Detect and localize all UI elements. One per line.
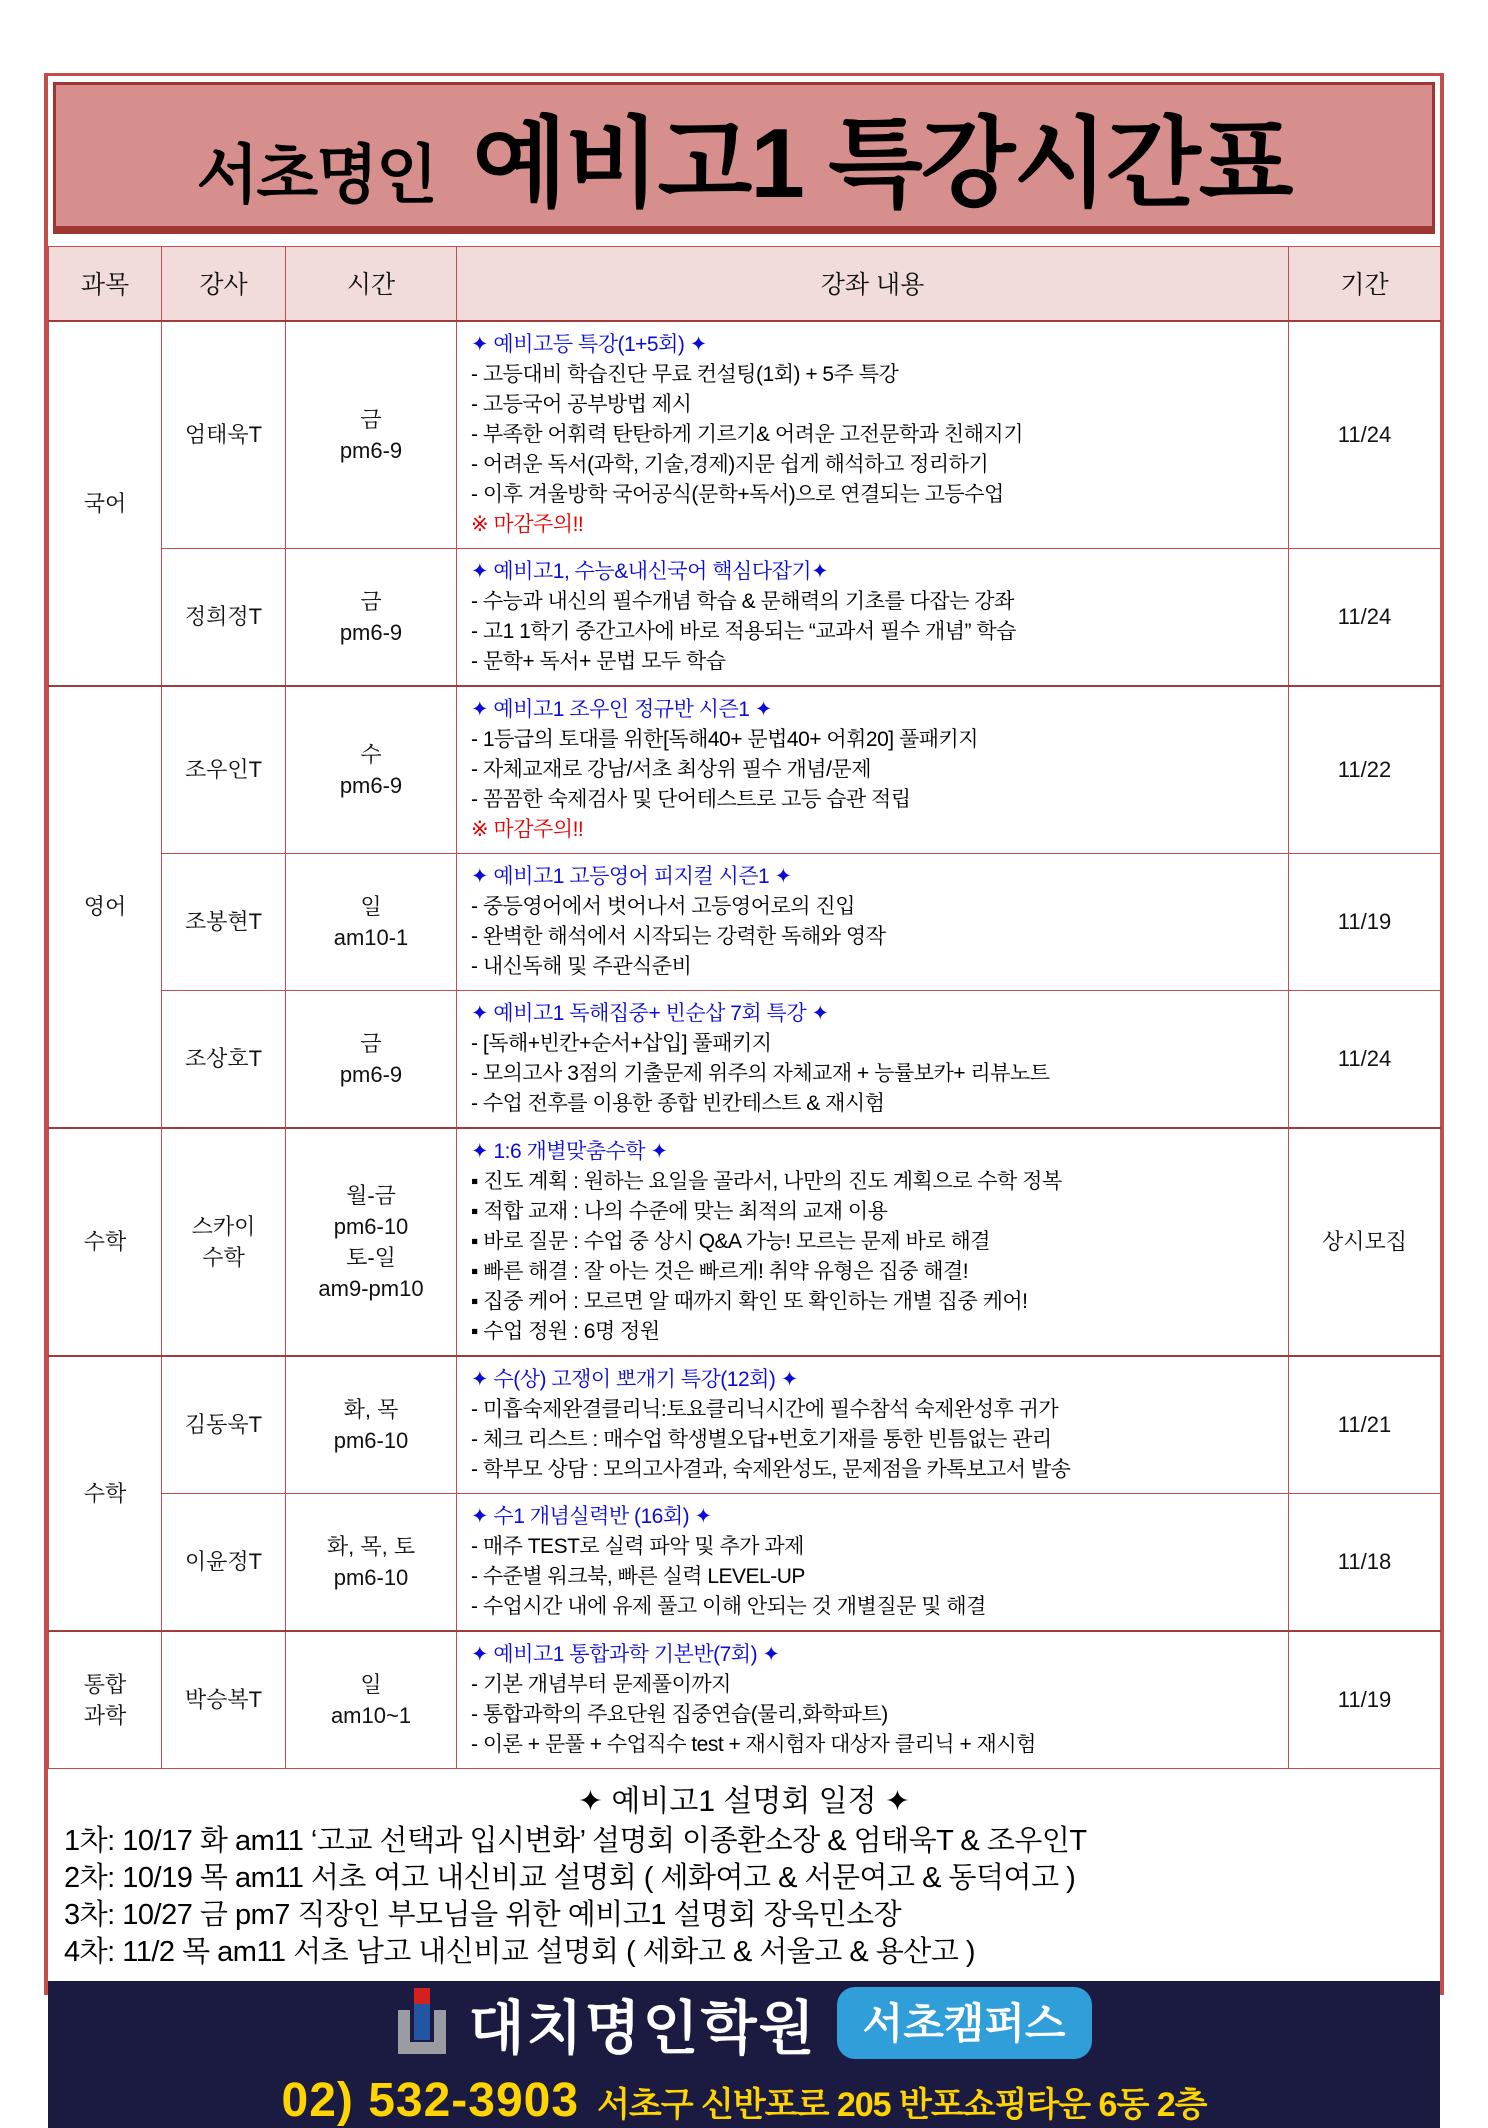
course-detail-line: - 내신독해 및 주관식준비 bbox=[471, 954, 692, 978]
period-cell: 상시모집 bbox=[1289, 1128, 1441, 1356]
teacher-cell: 스카이 수학 bbox=[162, 1128, 286, 1356]
logo-blue-bar bbox=[414, 2004, 430, 2040]
course-detail-line: - 미흡숙제완결클리닉:토요클리닉시간에 필수참석 숙제완성후 귀가 bbox=[471, 1397, 1059, 1421]
course-title-line: ✦ 수1 개념실력반 (16회) ✦ bbox=[471, 1504, 712, 1528]
subject-cell bbox=[49, 686, 162, 1128]
course-detail-line: ▪ 진도 계획 : 원하는 요일을 골라서, 나만의 진도 계획으로 수학 정복 bbox=[471, 1169, 1062, 1193]
content-cell bbox=[457, 321, 1289, 549]
phone-number: 02) 532-3903 bbox=[281, 2073, 580, 2127]
course-title-line: ✦ 1:6 개별맞춤수학 ✦ bbox=[471, 1139, 668, 1163]
course-detail-line: - 완벽한 해석에서 시작되는 강력한 독해와 영작 bbox=[471, 924, 886, 948]
time-cell: 수 pm6-9 bbox=[286, 686, 457, 854]
seminar-item: 3차: 10/27 금 pm7 직장인 부모님을 위한 예비고1 설명회 장욱민소장 bbox=[64, 1898, 902, 1931]
course-detail-line: - 기본 개념부터 문제풀이까지 bbox=[471, 1672, 731, 1696]
course-title-line: ✦ 예비고1, 수능&내신국어 핵심다잡기✦ bbox=[471, 559, 829, 583]
course-title-line: ✦ 예비고등 특강(1+5회) ✦ bbox=[471, 332, 707, 356]
content-cell bbox=[457, 548, 1289, 686]
timetable bbox=[48, 246, 1441, 1769]
course-title-line: ✦ 예비고1 독해집중+ 빈순삽 7회 특강 ✦ bbox=[471, 1001, 829, 1025]
deadline-warning: ※ 마감주의!! bbox=[471, 512, 584, 536]
seminar-schedule bbox=[48, 1769, 1440, 1981]
campus-badge: 서초캠퍼스 bbox=[837, 1987, 1092, 2059]
course-detail-line: - 수능과 내신의 필수개념 학습 & 문해력의 기초를 다잡는 강좌 bbox=[471, 589, 1014, 613]
address: 서초구 신반포로 205 반포쇼핑타운 6동 2층 bbox=[597, 2085, 1207, 2124]
table-row bbox=[49, 1493, 1441, 1631]
time-cell: 금 pm6-9 bbox=[286, 548, 457, 686]
academy-name: 대치명인학원 bbox=[468, 1995, 817, 2061]
course-detail-line: - 어려운 독서(과학, 기술,경제)지문 쉽게 해석하고 정리하기 bbox=[471, 452, 989, 476]
seminar-item: 2차: 10/19 목 am11 서초 여고 내신비교 설명회 ( 세화여고 & 서문여고 & 동덕여고 ) bbox=[64, 1861, 1076, 1894]
academy-logo bbox=[396, 1992, 448, 2054]
course-detail-line: - 수업 전후를 이용한 종합 빈칸테스트 & 재시험 bbox=[471, 1091, 885, 1115]
period-cell: 11/24 bbox=[1289, 321, 1441, 549]
subject-cell bbox=[49, 1631, 162, 1769]
course-detail-line: - 문학+ 독서+ 문법 모두 학습 bbox=[471, 649, 726, 673]
teacher-cell: 이윤정T bbox=[162, 1493, 286, 1631]
subject-cell bbox=[49, 1128, 162, 1356]
header-row bbox=[49, 247, 1441, 321]
seminar-item: 1차: 10/17 화 am11 ‘고교 선택과 입시변화’ 설명회 이종환소장 & 엄태욱T & 조우인T bbox=[64, 1824, 1087, 1857]
table-row bbox=[49, 990, 1441, 1128]
teacher-cell: 조상호T bbox=[162, 990, 286, 1128]
course-title-line: ✦ 예비고1 통합과학 기본반(7회) ✦ bbox=[471, 1642, 780, 1666]
course-detail-line: - 자체교재로 강남/서초 최상위 필수 개념/문제 bbox=[471, 757, 871, 781]
footer-brand-row bbox=[396, 1981, 1091, 2065]
content-cell bbox=[457, 990, 1289, 1128]
table-row bbox=[49, 1631, 1441, 1769]
course-title-line: ✦ 예비고1 조우인 정규반 시즌1 ✦ bbox=[471, 697, 772, 721]
course-title-line: ✦ 예비고1 고등영어 피지컬 시즌1 ✦ bbox=[471, 864, 792, 888]
course-detail-line: - 꼼꼼한 숙제검사 및 단어테스트로 고등 습관 적립 bbox=[471, 787, 911, 811]
course-detail-line: - 체크 리스트 : 매수업 학생별오답+번호기재를 통한 빈틈없는 관리 bbox=[471, 1427, 1052, 1451]
course-detail-line: ▪ 적합 교재 : 나의 수준에 맞는 최적의 교재 이용 bbox=[471, 1199, 888, 1223]
header-period: 기간 bbox=[1289, 247, 1441, 321]
content-cell bbox=[457, 686, 1289, 854]
subject-cell bbox=[49, 321, 162, 686]
course-detail-line: - 이론 + 문풀 + 수업직수 test + 재시험자 대상자 클리닉 + 재시험 bbox=[471, 1732, 1036, 1756]
table-row bbox=[49, 1356, 1441, 1494]
subject-label: 수학 bbox=[83, 1480, 127, 1506]
header-time: 시간 bbox=[286, 247, 457, 321]
teacher-cell: 김동욱T bbox=[162, 1356, 286, 1494]
course-detail-line: - 수준별 워크북, 빠른 실력 LEVEL-UP bbox=[471, 1564, 805, 1588]
page-title: 예비고1 특강시간표 bbox=[472, 108, 1292, 218]
content-cell bbox=[457, 1631, 1289, 1769]
table-row bbox=[49, 853, 1441, 990]
course-detail-line: - 수업시간 내에 유제 풀고 이해 안되는 것 개별질문 및 해결 bbox=[471, 1594, 986, 1618]
period-cell: 11/19 bbox=[1289, 1631, 1441, 1769]
course-detail-line: ▪ 바로 질문 : 수업 중 상시 Q&A 가능! 모르는 문제 바로 해결 bbox=[471, 1229, 991, 1253]
time-cell: 금 pm6-9 bbox=[286, 990, 457, 1128]
footer-banner bbox=[48, 1981, 1440, 2128]
time-cell: 월-금 pm6-10 토-일 am9-pm10 bbox=[286, 1128, 457, 1356]
course-detail-line: - 고1 1학기 중간고사에 바로 적용되는 “교과서 필수 개념” 학습 bbox=[471, 619, 1016, 643]
subject-cell bbox=[49, 1356, 162, 1631]
time-cell: 일 am10~1 bbox=[286, 1631, 457, 1769]
course-detail-line: - 매주 TEST로 실력 파악 및 추가 과제 bbox=[471, 1534, 804, 1558]
header-content: 강좌 내용 bbox=[457, 247, 1289, 321]
brand-name: 서초명인 bbox=[196, 139, 436, 211]
banner bbox=[53, 82, 1435, 234]
course-detail-line: ▪ 집중 케어 : 모르면 알 때까지 확인 또 확인하는 개별 집중 케어! bbox=[471, 1289, 1028, 1313]
time-cell: 화, 목 pm6-10 bbox=[286, 1356, 457, 1494]
course-detail-line: - 이후 겨울방학 국어공식(문학+독서)으로 연결되는 고등수업 bbox=[471, 482, 1004, 506]
table-row bbox=[49, 686, 1441, 854]
teacher-cell: 정희정T bbox=[162, 548, 286, 686]
logo-red-square bbox=[414, 1988, 430, 2004]
course-detail-line: - [독해+빈칸+순서+삽입] 풀패키지 bbox=[471, 1031, 772, 1055]
teacher-cell: 조우인T bbox=[162, 686, 286, 854]
table-row bbox=[49, 321, 1441, 549]
subject-label: 영어 bbox=[83, 894, 127, 919]
course-detail-line: - 1등급의 토대를 위한[독해40+ 문법40+ 어휘20] 풀패키지 bbox=[471, 727, 979, 751]
period-cell: 11/24 bbox=[1289, 990, 1441, 1128]
time-cell: 금 pm6-9 bbox=[286, 321, 457, 549]
course-detail-line: - 고등대비 학습진단 무료 컨설팅(1회) + 5주 특강 bbox=[471, 362, 899, 386]
deadline-warning: ※ 마감주의!! bbox=[471, 817, 584, 841]
table-row bbox=[49, 548, 1441, 686]
outer-frame bbox=[44, 73, 1444, 2127]
subject-label: 수학 bbox=[83, 1229, 127, 1254]
course-detail-line: - 부족한 어휘력 탄탄하게 기르기& 어려운 고전문학과 친해지기 bbox=[471, 422, 1023, 446]
header-teacher: 강사 bbox=[162, 247, 286, 321]
subject-label: 국어 bbox=[83, 490, 127, 516]
course-detail-line: ▪ 수업 정원 : 6명 정원 bbox=[471, 1319, 660, 1343]
course-detail-line: - 고등국어 공부방법 제시 bbox=[471, 392, 692, 416]
course-detail-line: - 중등영어에서 벗어나서 고등영어로의 진입 bbox=[471, 894, 855, 918]
time-cell: 화, 목, 토 pm6-10 bbox=[286, 1493, 457, 1631]
content-cell bbox=[457, 1356, 1289, 1494]
footer-contact-row bbox=[282, 2073, 1207, 2128]
seminar-title: ✦ 예비고1 설명회 일정 ✦ bbox=[577, 1784, 911, 1818]
content-cell bbox=[457, 1128, 1289, 1356]
table-row bbox=[49, 1128, 1441, 1356]
time-cell: 일 am10-1 bbox=[286, 853, 457, 990]
period-cell: 11/18 bbox=[1289, 1493, 1441, 1631]
course-detail-line: - 통합과학의 주요단원 집중연습(물리,화학파트) bbox=[471, 1702, 888, 1726]
subject-label: 통합 bbox=[83, 1671, 127, 1697]
teacher-cell: 조봉현T bbox=[162, 853, 286, 990]
course-detail-line: - 모의고사 3점의 기출문제 위주의 자체교재 + 능률보카+ 리뷰노트 bbox=[471, 1061, 1050, 1085]
content-cell bbox=[457, 853, 1289, 990]
course-detail-line: - 학부모 상담 : 모의고사결과, 숙제완성도, 문제점을 카톡보고서 발송 bbox=[471, 1457, 1071, 1481]
period-cell: 11/24 bbox=[1289, 548, 1441, 686]
content-cell bbox=[457, 1493, 1289, 1631]
course-detail-line: ▪ 빠른 해결 : 잘 아는 것은 빠르게! 취약 유형은 집중 해결! bbox=[471, 1259, 969, 1283]
period-cell: 11/19 bbox=[1289, 853, 1441, 990]
subject-label: 과학 bbox=[83, 1702, 127, 1728]
period-cell: 11/22 bbox=[1289, 686, 1441, 854]
teacher-cell: 엄태욱T bbox=[162, 321, 286, 549]
teacher-cell: 박승복T bbox=[162, 1631, 286, 1769]
header-subject: 과목 bbox=[49, 247, 162, 321]
course-title-line: ✦ 수(상) 고쟁이 뽀개기 특강(12회) ✦ bbox=[471, 1367, 798, 1391]
seminar-item: 4차: 11/2 목 am11 서초 남고 내신비교 설명회 ( 세화고 & 서울고 & 용산고 ) bbox=[64, 1935, 975, 1968]
period-cell: 11/21 bbox=[1289, 1356, 1441, 1494]
banner-text bbox=[197, 85, 1292, 226]
